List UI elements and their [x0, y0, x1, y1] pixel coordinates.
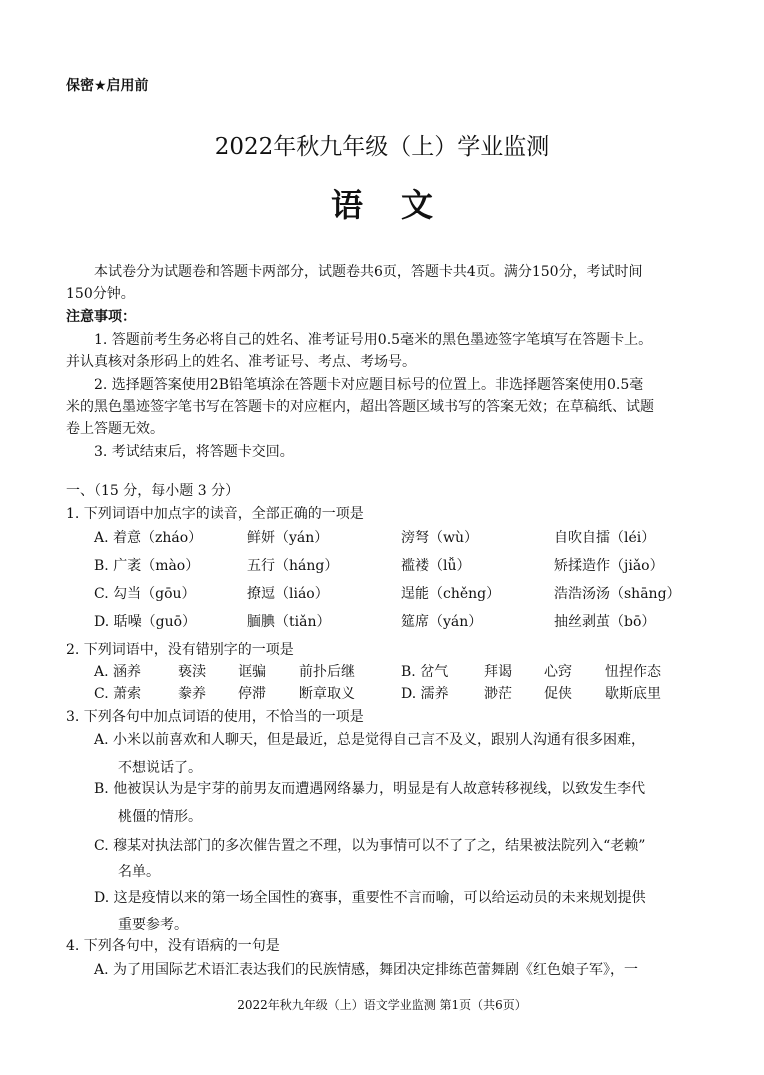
section-1-heading: 一、（15 分，每小题 3 分）: [66, 483, 240, 499]
note-1-line-2: 并认真核对条形码上的姓名、准考证号、考点、考场号。: [66, 354, 416, 370]
q2-stem: 2. 下列词语中，没有错别字的一项是: [66, 642, 294, 658]
q1-a-4: 自吹自擂（léi）: [554, 530, 656, 546]
note-3-line-1: 3. 考试结束后，将答题卡交回。: [94, 444, 294, 460]
q1-c-4: 浩浩汤汤（shāng）: [554, 586, 681, 602]
q2-d-3: 促侠: [544, 686, 572, 702]
confidential-label: 保密★启用前: [66, 78, 149, 94]
notes-heading: 注意事项：: [66, 309, 136, 325]
intro-line-2: 150分钟。: [66, 286, 135, 302]
q1-c-2: 撩逗（liáo）: [247, 586, 329, 602]
q1-d-1: D. 聒噪（guō）: [94, 614, 197, 630]
q2-b-2: 拜谒: [484, 664, 512, 680]
q2-c-3: 停滞: [238, 686, 266, 702]
q3-c-line-2: 名单。: [118, 864, 160, 880]
q3-a-line-2: 不想说话了。: [118, 760, 202, 776]
q1-c-1: C. 勾当（gōu）: [94, 586, 196, 602]
q2-c-4: 断章取义: [299, 686, 355, 702]
q3-stem: 3. 下列各句中加点词语的使用，不恰当的一项是: [66, 709, 364, 725]
note-2-line-3: 卷上答题无效。: [66, 421, 164, 437]
q2-c-2: 豢养: [178, 686, 206, 702]
q1-d-4: 抽丝剥茧（bō）: [554, 614, 656, 630]
q1-b-1: B. 广袤（mào）: [94, 558, 200, 574]
q2-d-1: D. 濡养: [401, 686, 449, 702]
q2-a-2: 亵渎: [178, 664, 206, 680]
note-1-line-1: 1. 答题前考生务必将自己的姓名、准考证号用0.5毫米的黑色墨迹签字笔填写在答题卡上。: [94, 332, 653, 348]
q1-b-3: 褴褛（lǚ）: [401, 558, 471, 574]
q2-d-4: 歇斯底里: [605, 686, 661, 702]
q3-c-line-1: C. 穆某对执法部门的多次催告置之不理，以为事情可以不了了之，结果被法院列入“老赖”: [94, 838, 646, 854]
note-2-line-2: 米的黑色墨迹签字笔书写在答题卡的对应框内，超出答题区域书写的答案无效；在草稿纸、试题: [66, 399, 654, 415]
q4-option-a: A. 为了用国际艺术语汇表达我们的民族情感，舞团决定排练芭蕾舞剧《红色娘子军》，一: [94, 962, 639, 978]
q3-d-line-1: D. 这是疫情以来的第一场全国性的赛事，重要性不言而喻，可以给运动员的未来规划提供: [94, 890, 646, 906]
q2-b-4: 忸捏作态: [605, 664, 661, 680]
q2-b-3: 心窍: [544, 664, 572, 680]
page-footer: 2022年秋九年级（上）语文学业监测 第1页（共6页）: [237, 998, 527, 1012]
q1-a-1: A. 着意（zháo）: [94, 530, 203, 546]
q3-b-line-1: B. 他被误认为是宇芽的前男友而遭遇网络暴力，明显是有人故意转移视线，以致发生李代: [94, 781, 646, 797]
q2-b-1: B. 岔气: [401, 664, 449, 680]
q2-a-4: 前扑后继: [299, 664, 355, 680]
q2-a-3: 诓骗: [238, 664, 266, 680]
q2-c-1: C. 萧索: [94, 686, 142, 702]
q1-a-2: 鲜妍（yán）: [247, 530, 329, 546]
intro-line-1: 本试卷分为试题卷和答题卡两部分，试题卷共6页，答题卡共4页。满分150分，考试时间: [94, 264, 643, 280]
subject-title: 语文: [330, 186, 471, 224]
note-2-line-1: 2. 选择题答案使用2B铅笔填涂在答题卡对应题目标号的位置上。非选择题答案使用0.5毫: [94, 377, 644, 393]
q1-b-4: 矫揉造作（jiǎo）: [554, 558, 664, 574]
q1-a-3: 滂弩（wù）: [401, 530, 478, 546]
q1-stem: 1. 下列词语中加点字的读音，全部正确的一项是: [66, 506, 364, 522]
q1-d-2: 腼腆（tiǎn）: [247, 614, 331, 630]
q2-d-2: 渺茫: [484, 686, 512, 702]
q2-a-1: A. 涵养: [94, 664, 142, 680]
q1-b-2: 五行（háng）: [247, 558, 339, 574]
q1-c-3: 逞能（chěng）: [401, 586, 501, 602]
q3-d-line-2: 重要参考。: [118, 917, 188, 933]
exam-title: 2022年秋九年级（上）学业监测: [214, 134, 550, 160]
q4-stem: 4. 下列各句中，没有语病的一句是: [66, 938, 280, 954]
q1-d-3: 筵席（yán）: [401, 614, 483, 630]
q3-a-line-1: A. 小米以前喜欢和人聊天，但是最近，总是觉得自己言不及义，跟别人沟通有很多困难，: [94, 732, 646, 748]
q3-b-line-2: 桃僵的情形。: [118, 809, 202, 825]
